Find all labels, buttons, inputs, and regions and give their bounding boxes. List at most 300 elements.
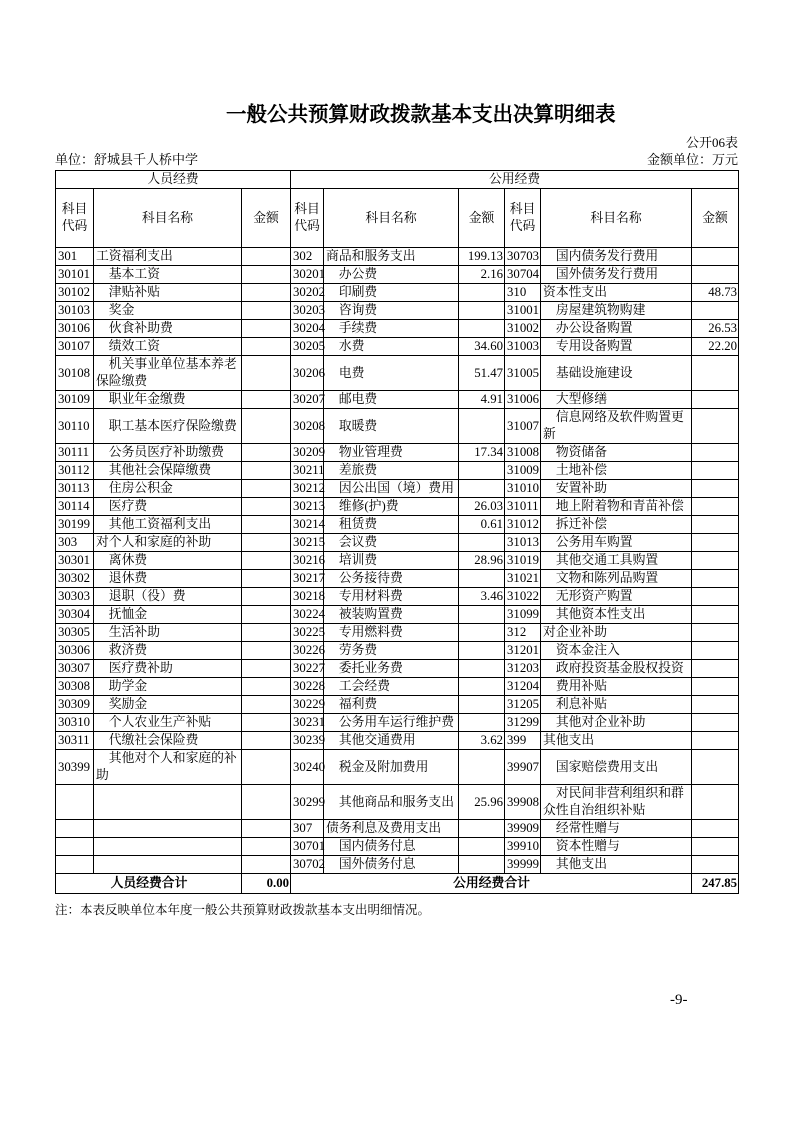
public-left-name-cell: 取暖费 bbox=[324, 409, 459, 444]
personnel-amount-cell bbox=[242, 820, 291, 838]
personnel-amount-cell bbox=[242, 409, 291, 444]
public-left-amount-cell bbox=[459, 820, 505, 838]
personnel-name-cell: 职工基本医疗保险缴费 bbox=[94, 409, 242, 444]
public-right-code-cell: 31008 bbox=[505, 444, 541, 462]
public-left-name-cell: 国内债务付息 bbox=[324, 838, 459, 856]
public-left-code-cell: 30224 bbox=[291, 606, 324, 624]
personnel-code-cell: 30303 bbox=[56, 588, 94, 606]
table-row bbox=[56, 498, 739, 516]
public-right-amount-cell bbox=[692, 266, 739, 284]
public-right-name-cell: 资本性支出 bbox=[541, 284, 692, 302]
public-left-name-cell: 公务接待费 bbox=[324, 570, 459, 588]
public-left-amount-cell: 28.96 bbox=[459, 552, 505, 570]
public-right-code-cell: 31019 bbox=[505, 552, 541, 570]
public-right-name-cell: 专用设备购置 bbox=[541, 338, 692, 356]
public-left-name-cell: 差旅费 bbox=[324, 462, 459, 480]
personnel-name-cell: 对个人和家庭的补助 bbox=[94, 534, 242, 552]
personnel-amount-cell bbox=[242, 552, 291, 570]
personnel-name-cell bbox=[94, 838, 242, 856]
personnel-code-cell: 30304 bbox=[56, 606, 94, 624]
public-right-code-cell: 31005 bbox=[505, 356, 541, 391]
personnel-amount-cell bbox=[242, 624, 291, 642]
public-right-code-cell: 31001 bbox=[505, 302, 541, 320]
personnel-name-cell: 抚恤金 bbox=[94, 606, 242, 624]
public-left-name-cell: 被装购置费 bbox=[324, 606, 459, 624]
public-right-amount-cell bbox=[692, 588, 739, 606]
public-right-code-cell: 312 bbox=[505, 624, 541, 642]
table-row bbox=[56, 785, 739, 820]
personnel-code-cell: 30302 bbox=[56, 570, 94, 588]
public-left-code-cell: 30215 bbox=[291, 534, 324, 552]
public-right-name-cell: 公务用车购置 bbox=[541, 534, 692, 552]
public-right-code-cell: 30703 bbox=[505, 248, 541, 266]
public-left-amount-cell bbox=[459, 534, 505, 552]
public-right-code-cell: 399 bbox=[505, 732, 541, 750]
public-left-amount-cell bbox=[459, 606, 505, 624]
personnel-amount-cell bbox=[242, 660, 291, 678]
public-left-code-cell: 30240 bbox=[291, 750, 324, 785]
personnel-amount-cell bbox=[242, 750, 291, 785]
public-right-amount-cell bbox=[692, 624, 739, 642]
public-right-amount-cell bbox=[692, 480, 739, 498]
public-right-name-cell: 物资储备 bbox=[541, 444, 692, 462]
public-right-amount-cell bbox=[692, 732, 739, 750]
public-right-code-cell: 31011 bbox=[505, 498, 541, 516]
public-right-code-cell: 31204 bbox=[505, 678, 541, 696]
public-left-code-cell: 30216 bbox=[291, 552, 324, 570]
personnel-amount-cell bbox=[242, 302, 291, 320]
public-left-name-cell: 印刷费 bbox=[324, 284, 459, 302]
public-left-name-cell: 债务利息及费用支出 bbox=[324, 820, 459, 838]
personnel-amount-cell bbox=[242, 391, 291, 409]
column-header-amount: 金额 bbox=[459, 189, 505, 248]
personnel-name-cell: 生活补助 bbox=[94, 624, 242, 642]
public-left-amount-cell bbox=[459, 302, 505, 320]
personnel-name-cell: 退休费 bbox=[94, 570, 242, 588]
public-left-code-cell: 30228 bbox=[291, 678, 324, 696]
public-right-amount-cell bbox=[692, 552, 739, 570]
personnel-name-cell: 伙食补助费 bbox=[94, 320, 242, 338]
personnel-amount-cell bbox=[242, 480, 291, 498]
public-left-name-cell: 委托业务费 bbox=[324, 660, 459, 678]
public-right-code-cell: 31009 bbox=[505, 462, 541, 480]
public-right-name-cell: 对民间非营利组织和群众性自治组织补贴 bbox=[541, 785, 692, 820]
public-right-code-cell: 31010 bbox=[505, 480, 541, 498]
personnel-name-cell: 其他社会保障缴费 bbox=[94, 462, 242, 480]
section-header-personnel: 人员经费 bbox=[56, 171, 291, 189]
public-left-name-cell: 水费 bbox=[324, 338, 459, 356]
public-left-amount-cell: 26.03 bbox=[459, 498, 505, 516]
public-right-amount-cell bbox=[692, 785, 739, 820]
public-left-code-cell: 30214 bbox=[291, 516, 324, 534]
public-left-code-cell: 30701 bbox=[291, 838, 324, 856]
personnel-name-cell: 奖金 bbox=[94, 302, 242, 320]
personnel-code-cell: 303 bbox=[56, 534, 94, 552]
public-right-amount-cell bbox=[692, 570, 739, 588]
public-left-amount-cell bbox=[459, 642, 505, 660]
personnel-amount-cell bbox=[242, 838, 291, 856]
personnel-amount-cell bbox=[242, 338, 291, 356]
public-left-amount-cell: 51.47 bbox=[459, 356, 505, 391]
personnel-amount-cell bbox=[242, 785, 291, 820]
table-row bbox=[56, 714, 739, 732]
table-row bbox=[56, 534, 739, 552]
table-row bbox=[56, 838, 739, 856]
personnel-amount-cell bbox=[242, 320, 291, 338]
personnel-code-cell bbox=[56, 856, 94, 874]
personnel-code-cell bbox=[56, 820, 94, 838]
public-left-code-cell: 30205 bbox=[291, 338, 324, 356]
public-right-code-cell: 31203 bbox=[505, 660, 541, 678]
public-left-code-cell: 30212 bbox=[291, 480, 324, 498]
personnel-name-cell: 助学金 bbox=[94, 678, 242, 696]
public-right-amount-cell: 26.53 bbox=[692, 320, 739, 338]
public-right-code-cell: 31201 bbox=[505, 642, 541, 660]
personnel-name-cell: 机关事业单位基本养老保险缴费 bbox=[94, 356, 242, 391]
budget-table bbox=[55, 170, 739, 894]
table-row bbox=[56, 320, 739, 338]
public-right-amount-cell bbox=[692, 516, 739, 534]
personnel-code-cell: 30310 bbox=[56, 714, 94, 732]
table-row bbox=[56, 678, 739, 696]
table-row bbox=[56, 732, 739, 750]
personnel-code-cell: 30306 bbox=[56, 642, 94, 660]
public-left-code-cell: 30208 bbox=[291, 409, 324, 444]
personnel-code-cell: 30301 bbox=[56, 552, 94, 570]
public-total-label: 公用经费合计 bbox=[291, 874, 692, 894]
personnel-amount-cell bbox=[242, 642, 291, 660]
public-left-code-cell: 30702 bbox=[291, 856, 324, 874]
form-number: 公开06表 bbox=[685, 135, 738, 150]
personnel-total-label: 人员经费合计 bbox=[56, 874, 242, 894]
public-left-amount-cell: 2.16 bbox=[459, 266, 505, 284]
personnel-code-cell: 30399 bbox=[56, 750, 94, 785]
public-right-name-cell: 大型修缮 bbox=[541, 391, 692, 409]
public-right-amount-cell bbox=[692, 714, 739, 732]
page-number: -9- bbox=[670, 992, 688, 1008]
table-row bbox=[56, 444, 739, 462]
public-left-name-cell: 专用材料费 bbox=[324, 588, 459, 606]
personnel-amount-cell bbox=[242, 462, 291, 480]
column-header-code: 科目代码 bbox=[56, 189, 94, 248]
table-row bbox=[56, 588, 739, 606]
public-left-code-cell: 302 bbox=[291, 248, 324, 266]
public-right-amount-cell bbox=[692, 838, 739, 856]
public-left-code-cell: 30218 bbox=[291, 588, 324, 606]
personnel-name-cell bbox=[94, 820, 242, 838]
section-header-public: 公用经费 bbox=[291, 171, 739, 189]
personnel-amount-cell bbox=[242, 444, 291, 462]
personnel-total-amount: 0.00 bbox=[242, 874, 291, 894]
public-right-code-cell: 39910 bbox=[505, 838, 541, 856]
personnel-amount-cell bbox=[242, 588, 291, 606]
public-right-amount-cell bbox=[692, 750, 739, 785]
total-row bbox=[56, 874, 739, 894]
personnel-amount-cell bbox=[242, 714, 291, 732]
personnel-code-cell: 30308 bbox=[56, 678, 94, 696]
public-right-code-cell: 31022 bbox=[505, 588, 541, 606]
public-right-amount-cell bbox=[692, 606, 739, 624]
table-row bbox=[56, 266, 739, 284]
public-left-amount-cell: 25.96 bbox=[459, 785, 505, 820]
public-left-amount-cell bbox=[459, 320, 505, 338]
public-right-name-cell: 其他对企业补助 bbox=[541, 714, 692, 732]
table-body bbox=[56, 248, 739, 874]
public-right-amount-cell bbox=[692, 302, 739, 320]
personnel-name-cell: 代缴社会保险费 bbox=[94, 732, 242, 750]
table-row bbox=[56, 338, 739, 356]
personnel-code-cell bbox=[56, 838, 94, 856]
table-row bbox=[56, 480, 739, 498]
public-left-amount-cell: 0.61 bbox=[459, 516, 505, 534]
public-left-amount-cell bbox=[459, 462, 505, 480]
personnel-amount-cell bbox=[242, 570, 291, 588]
public-left-amount-cell: 34.60 bbox=[459, 338, 505, 356]
public-left-name-cell: 因公出国（境）费用 bbox=[324, 480, 459, 498]
public-left-name-cell: 维修(护)费 bbox=[324, 498, 459, 516]
table-row bbox=[56, 696, 739, 714]
public-right-name-cell: 土地补偿 bbox=[541, 462, 692, 480]
table-row bbox=[56, 820, 739, 838]
personnel-amount-cell bbox=[242, 266, 291, 284]
public-right-name-cell: 文物和陈列品购置 bbox=[541, 570, 692, 588]
table-row bbox=[56, 248, 739, 266]
table-row bbox=[56, 552, 739, 570]
public-left-code-cell: 30209 bbox=[291, 444, 324, 462]
public-left-amount-cell: 3.46 bbox=[459, 588, 505, 606]
public-left-amount-cell bbox=[459, 480, 505, 498]
public-right-name-cell: 资本金注入 bbox=[541, 642, 692, 660]
public-left-amount-cell bbox=[459, 409, 505, 444]
public-right-name-cell: 经常性赠与 bbox=[541, 820, 692, 838]
public-right-code-cell: 310 bbox=[505, 284, 541, 302]
personnel-code-cell: 30114 bbox=[56, 498, 94, 516]
public-left-name-cell: 电费 bbox=[324, 356, 459, 391]
public-right-code-cell: 39999 bbox=[505, 856, 541, 874]
personnel-name-cell: 离休费 bbox=[94, 552, 242, 570]
public-right-amount-cell: 48.73 bbox=[692, 284, 739, 302]
public-left-amount-cell bbox=[459, 696, 505, 714]
table-row bbox=[56, 302, 739, 320]
public-right-amount-cell bbox=[692, 462, 739, 480]
public-left-name-cell: 邮电费 bbox=[324, 391, 459, 409]
public-right-amount-cell bbox=[692, 642, 739, 660]
public-right-amount-cell bbox=[692, 248, 739, 266]
personnel-code-cell: 30199 bbox=[56, 516, 94, 534]
public-left-amount-cell bbox=[459, 838, 505, 856]
public-left-code-cell: 30299 bbox=[291, 785, 324, 820]
table-row bbox=[56, 409, 739, 444]
personnel-name-cell: 个人农业生产补贴 bbox=[94, 714, 242, 732]
table-row bbox=[56, 516, 739, 534]
personnel-name-cell: 基本工资 bbox=[94, 266, 242, 284]
personnel-name-cell: 救济费 bbox=[94, 642, 242, 660]
public-right-amount-cell bbox=[692, 820, 739, 838]
public-left-code-cell: 30229 bbox=[291, 696, 324, 714]
personnel-name-cell: 工资福利支出 bbox=[94, 248, 242, 266]
public-right-name-cell: 地上附着物和青苗补偿 bbox=[541, 498, 692, 516]
personnel-name-cell: 职业年金缴费 bbox=[94, 391, 242, 409]
public-left-amount-cell bbox=[459, 678, 505, 696]
public-left-name-cell: 公务用车运行维护费 bbox=[324, 714, 459, 732]
personnel-amount-cell bbox=[242, 516, 291, 534]
personnel-amount-cell bbox=[242, 732, 291, 750]
public-right-amount-cell bbox=[692, 660, 739, 678]
amount-unit-label: 金额单位：万元 bbox=[646, 152, 738, 167]
personnel-name-cell: 退职（役）费 bbox=[94, 588, 242, 606]
table-row bbox=[56, 856, 739, 874]
personnel-code-cell: 30112 bbox=[56, 462, 94, 480]
public-left-name-cell: 手续费 bbox=[324, 320, 459, 338]
public-right-name-cell: 办公设备购置 bbox=[541, 320, 692, 338]
public-left-amount-cell: 17.34 bbox=[459, 444, 505, 462]
personnel-name-cell: 津贴补贴 bbox=[94, 284, 242, 302]
personnel-code-cell: 30305 bbox=[56, 624, 94, 642]
public-right-code-cell: 31007 bbox=[505, 409, 541, 444]
personnel-amount-cell bbox=[242, 534, 291, 552]
public-left-code-cell: 307 bbox=[291, 820, 324, 838]
personnel-amount-cell bbox=[242, 248, 291, 266]
public-right-name-cell: 其他支出 bbox=[541, 732, 692, 750]
personnel-name-cell: 医疗费 bbox=[94, 498, 242, 516]
personnel-code-cell: 30307 bbox=[56, 660, 94, 678]
public-left-name-cell: 会议费 bbox=[324, 534, 459, 552]
public-right-name-cell: 拆迁补偿 bbox=[541, 516, 692, 534]
public-right-code-cell: 39908 bbox=[505, 785, 541, 820]
public-right-amount-cell bbox=[692, 444, 739, 462]
public-right-code-cell: 31205 bbox=[505, 696, 541, 714]
column-header-code: 科目代码 bbox=[505, 189, 541, 248]
table-row bbox=[56, 570, 739, 588]
public-right-name-cell: 房屋建筑物购建 bbox=[541, 302, 692, 320]
table-row bbox=[56, 606, 739, 624]
personnel-amount-cell bbox=[242, 284, 291, 302]
personnel-code-cell: 30311 bbox=[56, 732, 94, 750]
personnel-name-cell bbox=[94, 785, 242, 820]
public-right-code-cell: 31006 bbox=[505, 391, 541, 409]
personnel-amount-cell bbox=[242, 606, 291, 624]
public-left-name-cell: 商品和服务支出 bbox=[324, 248, 459, 266]
public-right-name-cell: 基础设施建设 bbox=[541, 356, 692, 391]
public-right-name-cell: 其他支出 bbox=[541, 856, 692, 874]
public-right-amount-cell bbox=[692, 856, 739, 874]
personnel-amount-cell bbox=[242, 356, 291, 391]
table-row bbox=[56, 284, 739, 302]
public-left-amount-cell bbox=[459, 624, 505, 642]
personnel-name-cell: 绩效工资 bbox=[94, 338, 242, 356]
personnel-code-cell: 30109 bbox=[56, 391, 94, 409]
public-left-code-cell: 30204 bbox=[291, 320, 324, 338]
public-right-name-cell: 无形资产购置 bbox=[541, 588, 692, 606]
public-left-amount-cell bbox=[459, 714, 505, 732]
public-right-code-cell: 31002 bbox=[505, 320, 541, 338]
public-left-name-cell: 税金及附加费用 bbox=[324, 750, 459, 785]
personnel-name-cell bbox=[94, 856, 242, 874]
public-left-code-cell: 30239 bbox=[291, 732, 324, 750]
column-header-name: 科目名称 bbox=[541, 189, 692, 248]
table-row bbox=[56, 642, 739, 660]
public-right-name-cell: 安置补助 bbox=[541, 480, 692, 498]
public-right-amount-cell bbox=[692, 391, 739, 409]
public-right-name-cell: 信息网络及软件购置更新 bbox=[541, 409, 692, 444]
unit-label: 单位：舒城县千人桥中学 bbox=[55, 152, 199, 167]
column-header-name: 科目名称 bbox=[324, 189, 459, 248]
public-right-amount-cell bbox=[692, 356, 739, 391]
public-left-name-cell: 其他商品和服务支出 bbox=[324, 785, 459, 820]
public-left-name-cell: 劳务费 bbox=[324, 642, 459, 660]
personnel-name-cell: 其他工资福利支出 bbox=[94, 516, 242, 534]
public-left-code-cell: 30206 bbox=[291, 356, 324, 391]
personnel-amount-cell bbox=[242, 696, 291, 714]
personnel-name-cell: 奖励金 bbox=[94, 696, 242, 714]
public-right-amount-cell: 22.20 bbox=[692, 338, 739, 356]
public-right-name-cell: 国家赔偿费用支出 bbox=[541, 750, 692, 785]
public-left-name-cell: 福利费 bbox=[324, 696, 459, 714]
personnel-code-cell: 30111 bbox=[56, 444, 94, 462]
public-left-name-cell: 工会经费 bbox=[324, 678, 459, 696]
public-left-name-cell: 其他交通费用 bbox=[324, 732, 459, 750]
personnel-code-cell: 30113 bbox=[56, 480, 94, 498]
public-left-name-cell: 租赁费 bbox=[324, 516, 459, 534]
public-left-amount-cell bbox=[459, 856, 505, 874]
public-right-code-cell: 31299 bbox=[505, 714, 541, 732]
table-row bbox=[56, 391, 739, 409]
personnel-amount-cell bbox=[242, 856, 291, 874]
column-header-amount: 金额 bbox=[242, 189, 291, 248]
column-header-amount: 金额 bbox=[692, 189, 739, 248]
public-right-name-cell: 政府投资基金股权投资 bbox=[541, 660, 692, 678]
personnel-amount-cell bbox=[242, 498, 291, 516]
public-right-amount-cell bbox=[692, 534, 739, 552]
public-right-name-cell: 其他资本性支出 bbox=[541, 606, 692, 624]
public-right-code-cell: 39907 bbox=[505, 750, 541, 785]
public-right-amount-cell bbox=[692, 696, 739, 714]
public-right-name-cell: 利息补贴 bbox=[541, 696, 692, 714]
public-left-code-cell: 30211 bbox=[291, 462, 324, 480]
personnel-amount-cell bbox=[242, 678, 291, 696]
public-right-amount-cell bbox=[692, 678, 739, 696]
public-right-code-cell: 31099 bbox=[505, 606, 541, 624]
table-row bbox=[56, 624, 739, 642]
public-left-amount-cell bbox=[459, 570, 505, 588]
personnel-code-cell: 301 bbox=[56, 248, 94, 266]
table-row bbox=[56, 356, 739, 391]
public-left-code-cell: 30203 bbox=[291, 302, 324, 320]
public-right-name-cell: 国外债务发行费用 bbox=[541, 266, 692, 284]
personnel-name-cell: 公务员医疗补助缴费 bbox=[94, 444, 242, 462]
section-header-row bbox=[56, 171, 739, 189]
column-header-row bbox=[56, 189, 739, 248]
public-left-name-cell: 培训费 bbox=[324, 552, 459, 570]
column-header-name: 科目名称 bbox=[94, 189, 242, 248]
public-right-name-cell: 国内债务发行费用 bbox=[541, 248, 692, 266]
public-right-code-cell: 39909 bbox=[505, 820, 541, 838]
personnel-code-cell: 30309 bbox=[56, 696, 94, 714]
personnel-code-cell bbox=[56, 785, 94, 820]
public-left-amount-cell bbox=[459, 660, 505, 678]
public-right-name-cell: 其他交通工具购置 bbox=[541, 552, 692, 570]
table-note: 注：本表反映单位本年度一般公共预算财政拨款基本支出明细情况。 bbox=[55, 903, 431, 917]
table-row bbox=[56, 462, 739, 480]
public-left-amount-cell bbox=[459, 284, 505, 302]
public-left-code-cell: 30227 bbox=[291, 660, 324, 678]
public-right-name-cell: 对企业补助 bbox=[541, 624, 692, 642]
public-total-amount: 247.85 bbox=[692, 874, 739, 894]
public-left-amount-cell bbox=[459, 750, 505, 785]
personnel-code-cell: 30108 bbox=[56, 356, 94, 391]
public-right-name-cell: 费用补贴 bbox=[541, 678, 692, 696]
personnel-code-cell: 30110 bbox=[56, 409, 94, 444]
